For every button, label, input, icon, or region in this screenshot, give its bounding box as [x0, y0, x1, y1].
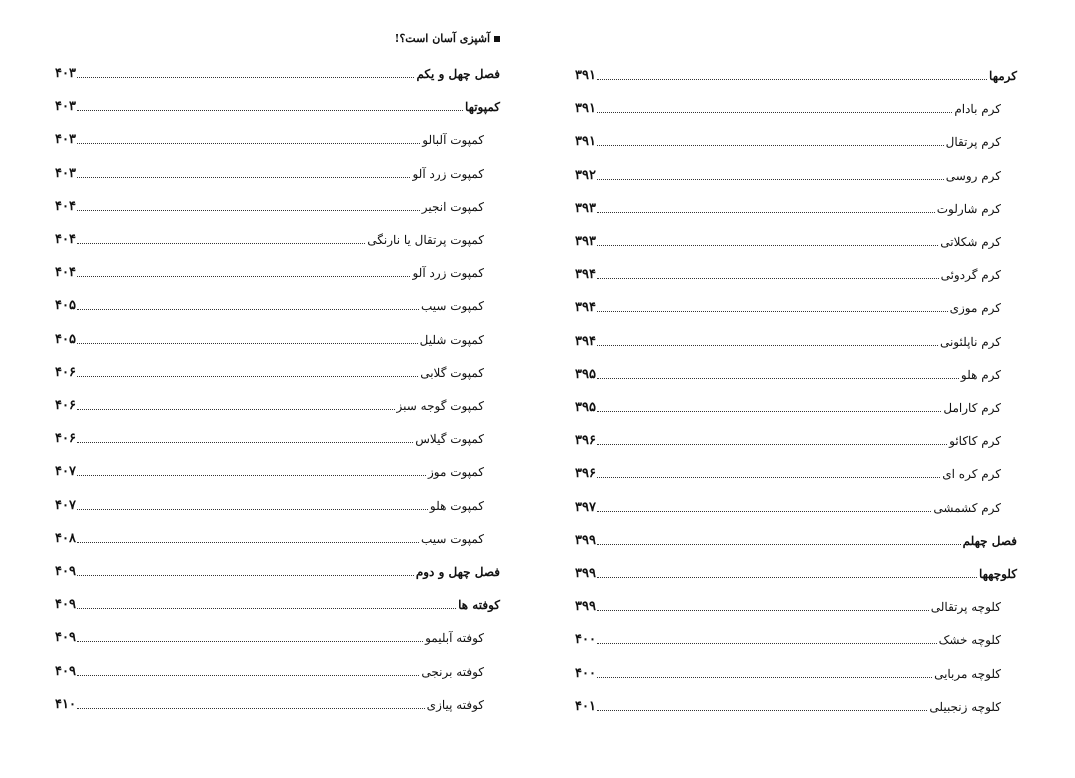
toc-entry[interactable] — [575, 562, 1017, 582]
toc-entry-title: کمپوت سیب — [420, 299, 484, 314]
toc-entry[interactable] — [55, 626, 500, 646]
toc-entry[interactable] — [55, 128, 500, 148]
toc-entry-title: کرم کشمشی — [933, 500, 1001, 515]
toc-entry-title: کلوچهها — [978, 567, 1017, 581]
toc-entry-page: ۳۹۱ — [575, 134, 596, 150]
dot-leader — [77, 210, 420, 211]
toc-entry[interactable] — [55, 394, 500, 414]
dot-leader — [597, 179, 944, 180]
dot-leader — [597, 577, 977, 578]
toc-entry[interactable] — [55, 62, 500, 82]
toc-entry-page: ۴۰۴ — [55, 232, 76, 247]
toc-entry[interactable] — [55, 361, 500, 381]
dot-leader — [77, 509, 428, 510]
toc-entry-title: کرم کارامل — [943, 401, 1001, 415]
toc-entry[interactable] — [575, 130, 1017, 150]
toc-entry[interactable] — [575, 429, 1017, 449]
toc-entry[interactable] — [55, 660, 500, 680]
toc-entry-page: ۴۰۹ — [55, 630, 76, 646]
toc-entry[interactable] — [55, 460, 500, 480]
toc-entry-title: کرمها — [989, 69, 1017, 83]
toc-entry[interactable] — [575, 97, 1017, 117]
dot-leader — [597, 511, 931, 512]
dot-leader — [77, 641, 423, 642]
toc-entry-title: کمپوت هلو — [429, 498, 484, 513]
dot-leader — [597, 79, 987, 80]
toc-entry[interactable] — [55, 593, 500, 613]
toc-entry[interactable] — [575, 296, 1017, 316]
dot-leader — [77, 475, 426, 476]
toc-entry[interactable] — [575, 230, 1017, 250]
toc-entry-title: کرم روسی — [945, 168, 1001, 183]
toc-entry-title: کرم پرتقال — [945, 135, 1001, 150]
toc-entry[interactable] — [55, 494, 500, 514]
dot-leader — [597, 610, 929, 611]
toc-entry[interactable] — [575, 462, 1017, 482]
toc-entry[interactable] — [575, 330, 1017, 350]
toc-entry-page: ۳۹۴ — [575, 267, 596, 283]
toc-entry-page: ۴۰۱ — [575, 698, 596, 714]
toc-entry-page: ۴۰۰ — [575, 665, 596, 681]
dot-leader — [597, 411, 941, 412]
dot-leader — [597, 477, 940, 478]
toc-entry-title: کرم گردوئی — [940, 268, 1001, 283]
toc-entry-title: کلوچه مربایی — [934, 666, 1001, 681]
dot-leader — [597, 544, 961, 545]
toc-entry-title: کرم هلو — [960, 367, 1001, 382]
dot-leader — [77, 110, 463, 111]
toc-entry[interactable] — [55, 560, 500, 580]
toc-entry[interactable] — [55, 693, 500, 713]
toc-entry-title: کوفته پیازی — [426, 697, 484, 712]
dot-leader — [77, 376, 418, 377]
toc-entry-title: کمپوت موز — [427, 465, 484, 480]
toc-entry-title: کرم کره ای — [942, 467, 1001, 482]
dot-leader — [77, 575, 414, 576]
toc-entry-title: کمپوت گوجه سبز — [396, 399, 484, 413]
square-bullet-icon — [494, 36, 500, 42]
toc-entry-page: ۴۰۹ — [55, 663, 76, 679]
toc-entry-title: کمپوت گیلاس — [415, 432, 484, 447]
toc-entry[interactable] — [575, 164, 1017, 184]
toc-entry[interactable] — [55, 162, 500, 182]
dot-leader — [597, 643, 937, 644]
toc-entry-page: ۳۹۳ — [575, 234, 596, 249]
toc-entry-title: فصل چهل و یکم — [416, 67, 500, 81]
dot-leader — [597, 278, 939, 279]
toc-entry-page: ۴۰۳ — [55, 66, 76, 81]
toc-entry[interactable] — [55, 294, 500, 314]
toc-entry[interactable] — [55, 195, 500, 215]
toc-entry[interactable] — [575, 662, 1017, 682]
dot-leader — [77, 243, 365, 244]
toc-entry-page: ۴۱۰ — [55, 696, 76, 712]
toc-entry[interactable] — [55, 527, 500, 547]
toc-entry-title: کمپوت سیب — [420, 531, 484, 546]
toc-entry[interactable] — [575, 363, 1017, 383]
toc-entry[interactable] — [55, 427, 500, 447]
toc-entry-page: ۴۰۳ — [55, 99, 76, 115]
dot-leader — [77, 442, 413, 443]
toc-entry-page: ۳۹۲ — [575, 167, 596, 183]
toc-entry-page: ۳۹۷ — [575, 499, 596, 515]
dot-leader — [597, 444, 947, 445]
toc-entry[interactable] — [575, 396, 1017, 416]
dot-leader — [597, 112, 952, 113]
dot-leader — [77, 77, 414, 78]
toc-entry-page: ۴۰۵ — [55, 298, 76, 314]
toc-entry-title: کرم شکلاتی — [940, 235, 1001, 249]
toc-entry-title: کوفته برنجی — [421, 664, 484, 679]
toc-entry-page: ۳۹۴ — [575, 333, 596, 349]
running-header-title: آشپزی آسان است؟! — [394, 32, 490, 45]
dot-leader — [77, 309, 419, 310]
toc-entry-title: کوفته ها — [458, 598, 500, 613]
toc-entry-page: ۳۹۵ — [575, 366, 596, 382]
toc-entry-page: ۳۹۶ — [575, 433, 596, 449]
toc-entry[interactable] — [575, 263, 1017, 283]
toc-entry-page: ۳۹۳ — [575, 200, 596, 216]
toc-entry-page: ۴۰۸ — [55, 530, 76, 546]
toc-entry-page: ۳۹۹ — [575, 532, 596, 548]
toc-entry-page: ۴۰۷ — [55, 464, 76, 480]
toc-entry-page: ۳۹۵ — [575, 400, 596, 415]
toc-entry-title: کمپوتها — [465, 100, 500, 115]
dot-leader — [77, 608, 456, 609]
toc-entry-title: کلوچه زنجبیلی — [929, 699, 1001, 714]
toc-entry-page: ۴۰۶ — [55, 364, 76, 380]
dot-leader — [597, 311, 948, 312]
toc-entry-page: ۴۰۶ — [55, 431, 76, 447]
toc-entry[interactable] — [575, 64, 1017, 84]
toc-entry-page: ۴۰۰ — [575, 632, 596, 648]
toc-entry[interactable] — [55, 261, 500, 281]
toc-entry-title: فصل چهلم — [962, 533, 1017, 548]
toc-entry-title: کمپوت انجیر — [421, 199, 484, 214]
toc-entry[interactable] — [575, 628, 1017, 648]
toc-entry-title: کرم ناپلئونی — [939, 334, 1001, 349]
toc-entry-title: کلوچه پرتقالی — [930, 600, 1001, 615]
dot-leader — [77, 343, 418, 344]
toc-entry-title: کمپوت آلبالو — [422, 133, 484, 148]
dot-leader — [77, 542, 419, 543]
toc-entry-page: ۳۹۱ — [575, 101, 596, 117]
toc-entry-page: ۴۰۹ — [55, 597, 76, 613]
toc-entry-page: ۳۹۱ — [575, 68, 596, 83]
dot-leader — [77, 177, 411, 178]
toc-entry-page: ۴۰۳ — [55, 165, 76, 181]
dot-leader — [597, 345, 938, 346]
toc-entry-page: ۴۰۵ — [55, 331, 76, 347]
dot-leader — [597, 245, 938, 246]
dot-leader — [597, 378, 959, 379]
toc-entry-title: کرم بادام — [954, 102, 1001, 117]
toc-entry-title: کمپوت شلیل — [419, 332, 484, 347]
toc-entry[interactable] — [55, 95, 500, 115]
toc-entry[interactable] — [575, 595, 1017, 615]
toc-entry-title: کمپوت زرد آلو — [412, 166, 484, 181]
toc-entry-title: کرم شارلوت — [936, 201, 1001, 216]
toc-entry-page: ۴۰۴ — [55, 198, 76, 214]
toc-entry-title: کرم کاکائو — [949, 434, 1001, 449]
toc-entry-page: ۳۹۹ — [575, 599, 596, 615]
toc-entry-title: کمپوت پرتقال یا نارنگی — [367, 233, 484, 247]
toc-entry-title: فصل چهل و دوم — [415, 565, 500, 579]
dot-leader — [597, 145, 944, 146]
dot-leader — [77, 675, 419, 676]
running-header — [380, 32, 500, 45]
toc-entry-page: ۴۰۴ — [55, 265, 76, 281]
dot-leader — [77, 708, 425, 709]
toc-entry[interactable] — [55, 328, 500, 348]
toc-entry[interactable] — [575, 695, 1017, 715]
toc-entry-page: ۴۰۳ — [55, 132, 76, 148]
toc-entry-title: کمپوت زرد آلو — [412, 266, 484, 281]
toc-entry[interactable] — [575, 496, 1017, 516]
toc-entry-title: کمپوت گلابی — [420, 365, 484, 380]
toc-entry-title: کرم موزی — [949, 301, 1001, 316]
dot-leader — [597, 710, 927, 711]
dot-leader — [597, 212, 935, 213]
toc-entry-page: ۳۹۴ — [575, 300, 596, 316]
toc-entry[interactable] — [575, 197, 1017, 217]
dot-leader — [77, 143, 420, 144]
dot-leader — [77, 409, 395, 410]
toc-entry-page: ۴۰۷ — [55, 497, 76, 513]
dot-leader — [77, 276, 411, 277]
toc-entry-page: ۳۹۹ — [575, 566, 596, 581]
toc-entry-title: کلوچه خشک — [938, 633, 1001, 648]
toc-entry-page: ۳۹۶ — [575, 466, 596, 482]
toc-entry-page: ۴۰۶ — [55, 398, 76, 413]
toc-entry[interactable] — [55, 228, 500, 248]
dot-leader — [597, 677, 932, 678]
toc-entry-title: کوفته آبلیمو — [425, 631, 484, 646]
toc-entry[interactable] — [575, 529, 1017, 549]
toc-entry-page: ۴۰۹ — [55, 564, 76, 579]
